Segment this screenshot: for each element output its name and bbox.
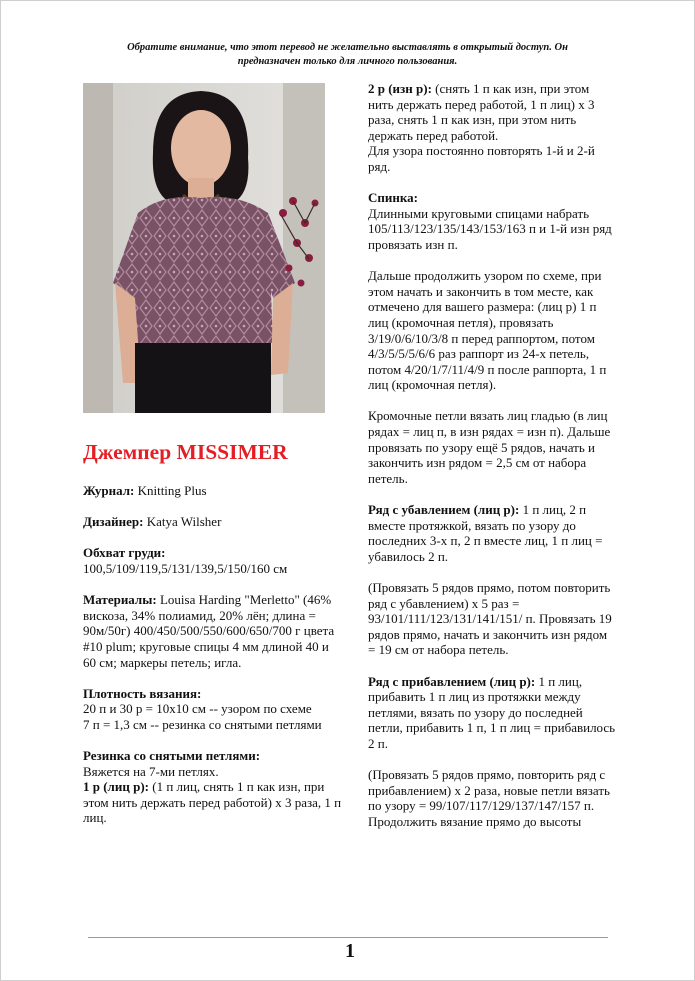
page-number: 1	[345, 940, 355, 962]
decrease-section	[368, 502, 616, 564]
decrease-text: 1 п лиц, 2 п вместе протяжкой, вязать по узору до последних 3-х п, 2 п вместе лиц, 1 п лиц = убавилось 2 п.	[368, 502, 603, 564]
row2-section	[368, 81, 616, 175]
designer-label: Дизайнер:	[83, 514, 144, 530]
row2-text: (снять 1 п как изн, при этом нить держать перед работой, 1 п лиц) х 3 раза, снять 1 п как изн, при этом нить держать перед работой.	[368, 81, 595, 143]
increase-label: Ряд с прибавлением (лиц р):	[368, 673, 536, 689]
row2-label: 2 р (изн р):	[368, 81, 432, 96]
row1-label: 1 р (лиц р):	[83, 779, 149, 795]
gauge-line-2: 7 п = 1,3 см -- резинка со снятыми петлями	[83, 716, 322, 732]
gauge-section	[83, 686, 345, 733]
rib-intro: Вяжется на 7-ми петлях.	[83, 763, 219, 779]
footer-divider	[88, 937, 608, 938]
rib-section	[83, 748, 345, 826]
back-text: Длинными круговыми спицами набрать 105/113/123/135/143/153/163 п и 1-й изн ряд провязать изн п.	[368, 205, 612, 252]
repeat-text: Для узора постоянно повторять 1-й и 2-й ряд.	[368, 143, 595, 174]
increase-section	[368, 674, 616, 752]
increase-repeat-paragraph: (Провязать 5 рядов прямо, повторить ряд с прибавлением) х 2 раза, новые петли вязать по узору = 99/107/117/129/137/147/157 п. Продолжить вязание прямо до высоты	[368, 767, 610, 829]
pattern-title: Джемпер MISSIMER	[83, 440, 288, 464]
edge-paragraph: Кромочные петли вязать лиц гладью (в лиц рядах = лиц п, в изн рядах = изн п). Дальше провязать по узору ещё 5 рядов, начать и закончить изн рядом = 2,5 см от набора петель.	[368, 408, 611, 486]
decrease-label: Ряд с убавлением (лиц р):	[368, 502, 520, 518]
back-section	[368, 190, 616, 252]
journal-value: Knitting Plus	[137, 483, 207, 498]
gauge-label: Плотность вязания:	[83, 685, 202, 701]
materials-section	[83, 592, 345, 670]
left-column	[83, 483, 345, 826]
materials-value: Louisa Harding "Merletto" (46% вискоза, 34% полиамид, 20% лён; длина = 90м/50г) 400/450/500/550/600/650/700 г цвета #10 plum; круговые спицы 4 мм длиной 40 и 60 см; маркеры петель; игла.	[83, 592, 335, 670]
back-label: Спинка:	[368, 190, 418, 206]
designer-value: Katya Wilsher	[146, 514, 222, 530]
gauge-line-1: 20 п и 30 р = 10х10 см -- узором по схеме	[83, 701, 312, 717]
bust-section	[83, 545, 345, 576]
usage-notice: Обратите внимание, что этот перевод не желательно выставлять в открытый доступ. Он предназначен только для личного пользования.	[127, 42, 568, 67]
designer-line	[83, 514, 345, 530]
increase-text: 1 п лиц, прибавить 1 п лиц из протяжки между петлями, вязать по узору до последней петли, прибавить 1 п, 1 п лиц = прибавилось 2 п.	[368, 673, 616, 751]
row1-text: (1 п лиц, снять 1 п как изн, при этом нить держать перед работой) х 3 раза, 1 п лиц.	[83, 779, 342, 826]
rib-label: Резинка со снятыми петлями:	[83, 748, 261, 764]
journal-line	[83, 483, 345, 499]
model-photo	[83, 83, 325, 413]
journal-label: Журнал:	[83, 483, 135, 498]
pattern-paragraph: Дальше продолжить узором по схеме, при этом начать и закончить в том месте, как отмечено для вашего размера: (лиц р) 1 п лиц (кромочная петля), провязать 3/19/0/6/10/3/8 п перед раппортом, потом 4/3/5/5/5/6/6 раз раппорт из 24-х петель, потом 4/20/1/7/11/4/9 п после раппорта, 1 п лиц (кромочная петля).	[368, 268, 607, 393]
right-column	[368, 81, 616, 830]
bust-value: 100,5/109/119,5/131/139,5/150/160 см	[83, 560, 288, 576]
materials-label: Материалы:	[83, 592, 157, 608]
decrease-repeat-paragraph: (Провязать 5 рядов прямо, потом повторить ряд с убавлением) х 5 раз = 93/101/111/123/131/141/151/ п. Провязать 19 рядов прямо, начать и закончить изн рядом = 19 см от набора петель.	[368, 580, 612, 658]
bust-label: Обхват груди:	[83, 545, 166, 561]
